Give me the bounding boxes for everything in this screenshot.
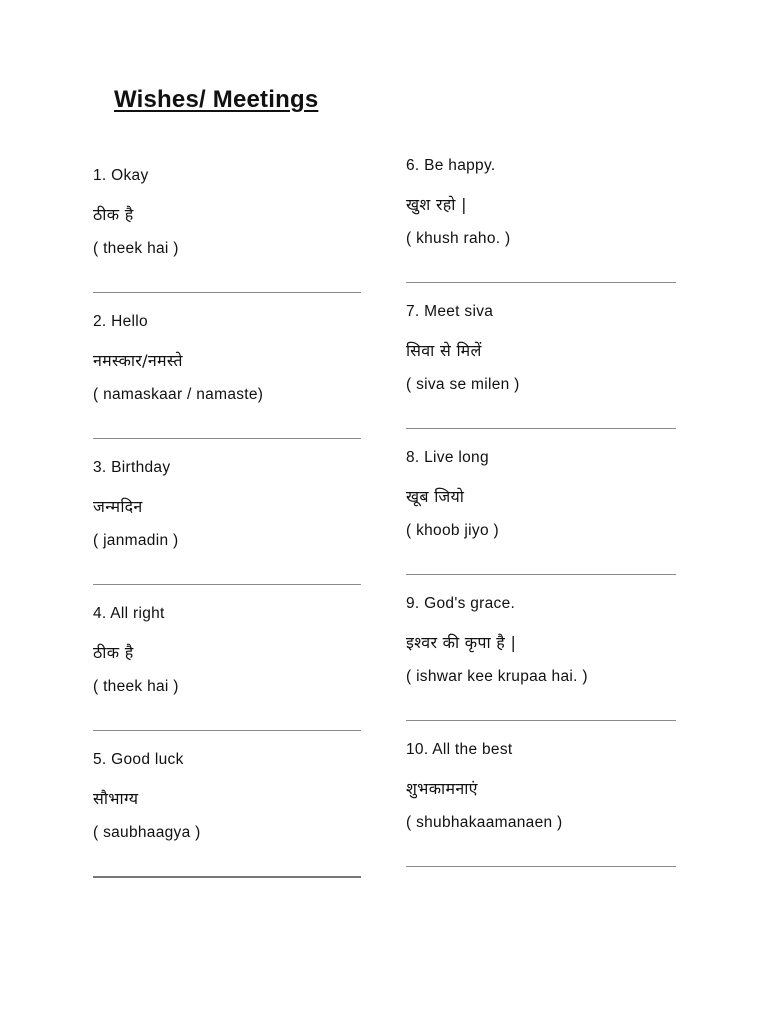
right-column bbox=[406, 157, 676, 887]
divider bbox=[93, 584, 361, 585]
hindi-phrase: सिवा से मिलें bbox=[406, 341, 482, 360]
phrase-entry bbox=[406, 303, 676, 449]
phrase-entry bbox=[406, 741, 676, 887]
transliteration: ( janmadin ) bbox=[93, 532, 179, 549]
hindi-phrase: ठीक है bbox=[93, 643, 134, 662]
transliteration: ( shubhakaamanaen ) bbox=[406, 814, 563, 831]
hindi-phrase: ठीक है bbox=[93, 205, 134, 224]
english-phrase: 1. Okay bbox=[93, 167, 149, 184]
hindi-phrase: खुश रहो | bbox=[406, 195, 467, 214]
phrase-entry bbox=[93, 605, 361, 751]
english-phrase: 8. Live long bbox=[406, 449, 489, 466]
divider bbox=[406, 282, 676, 283]
phrase-entry bbox=[93, 751, 361, 897]
divider bbox=[406, 574, 676, 575]
english-phrase: 9. God's grace. bbox=[406, 595, 516, 612]
page-title: Wishes/ Meetings bbox=[114, 86, 319, 113]
english-phrase: 6. Be happy. bbox=[406, 157, 496, 174]
english-phrase: 10. All the best bbox=[406, 741, 513, 758]
english-phrase: 7. Meet siva bbox=[406, 303, 494, 320]
phrase-entry bbox=[406, 449, 676, 595]
english-phrase: 5. Good luck bbox=[93, 751, 184, 768]
hindi-phrase: शुभकामनाएं bbox=[406, 779, 478, 798]
divider bbox=[406, 866, 676, 867]
divider bbox=[93, 730, 361, 731]
hindi-phrase: खूब जियो bbox=[406, 487, 465, 506]
english-phrase: 3. Birthday bbox=[93, 459, 171, 476]
divider bbox=[93, 292, 361, 293]
phrase-entry bbox=[406, 157, 676, 303]
hindi-phrase: सौभाग्य bbox=[93, 789, 139, 808]
transliteration: ( ishwar kee krupaa hai. ) bbox=[406, 668, 588, 685]
transliteration: ( khoob jiyo ) bbox=[406, 522, 499, 539]
english-phrase: 2. Hello bbox=[93, 313, 148, 330]
transliteration: ( siva se milen ) bbox=[406, 376, 520, 393]
transliteration: ( namaskaar / namaste) bbox=[93, 386, 264, 403]
phrase-entry bbox=[406, 595, 676, 741]
phrase-entry bbox=[93, 313, 361, 459]
phrase-entry bbox=[93, 459, 361, 605]
transliteration: ( saubhaagya ) bbox=[93, 824, 201, 841]
hindi-phrase: जन्मदिन bbox=[93, 497, 143, 516]
transliteration: ( theek hai ) bbox=[93, 678, 179, 695]
left-column bbox=[93, 167, 361, 897]
divider bbox=[93, 876, 361, 878]
hindi-phrase: नमस्कार/नमस्ते bbox=[93, 351, 183, 370]
english-phrase: 4. All right bbox=[93, 605, 165, 622]
divider bbox=[406, 720, 676, 721]
divider bbox=[406, 428, 676, 429]
divider bbox=[93, 438, 361, 439]
transliteration: ( khush raho. ) bbox=[406, 230, 511, 247]
hindi-phrase: इश्वर की कृपा है | bbox=[406, 633, 517, 652]
transliteration: ( theek hai ) bbox=[93, 240, 179, 257]
phrase-entry bbox=[93, 167, 361, 313]
